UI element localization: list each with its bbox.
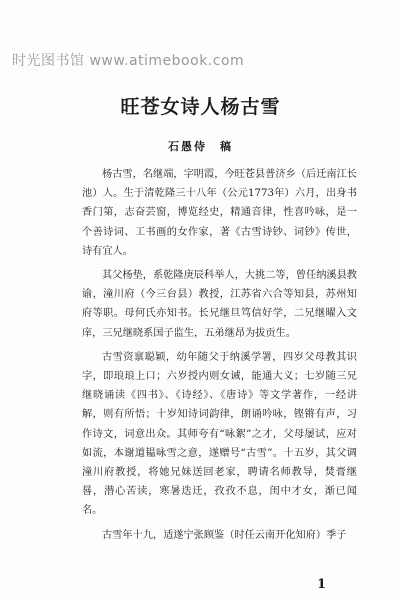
paragraph-2: 其父杨垫，系乾隆庚辰科举人，大挑二等，曾任纳溪县教谕，潼川府（今三台县）教授，江苏省六合等知县，苏州知府等职。母何氏亦知书。长兄继旦笃信好学，二兄继曜入文庠，三兄继晓系国子监生，五弟继昂为拔贡生。 bbox=[82, 270, 357, 339]
paragraph-3: 古雪资禀聪颖，幼年随父于纳溪学署，四岁父母教其识字，即琅琅上口；六岁授内则女诫，能通大义；七岁随三兄继晓诵读《四书》、《诗经》、《唐诗》等文学著作，一经讲解，则有所悟；十岁知诗词韵律，朗诵吟咏，铿锵有声，习作诗文，词意出众。其师夸有“咏絮”之才，父母屡试，应对如流，本谢道韫咏雪之意，遂赠号“古雪”。十五岁，其父调潼川府教授，将她兄妹送回老家，聘请名师教导，焚膏继晷，潜心苦读，寒暑迭迁，孜孜不息，闺中才女，渐已闻名。 bbox=[82, 351, 357, 517]
paragraph-4: 古雪年十九，适遂宁张顾鉴（时任云南开化知府）季子 bbox=[102, 529, 347, 541]
paragraph-1: 杨古雪，名继端，字明霞，今旺苍县普济乡（后迁南江长池）人。生于清乾隆三十八年（公元1773年）六月，出身书香门第，志奋芸窗，博览经史，精通音律，性喜吟咏，是一个善诗词、工书画的女作家，著《古雪诗钞、词钞》传世，诗有宜人。 bbox=[82, 169, 357, 257]
page-number: 1 bbox=[317, 577, 327, 592]
author-line: 石愚侍 稿 bbox=[168, 140, 233, 153]
article-body bbox=[82, 165, 357, 550]
watermark-text: 时光图书馆 www.atimebook.com bbox=[12, 53, 245, 69]
page-title: 旺苍女诗人杨古雪 bbox=[120, 96, 281, 118]
